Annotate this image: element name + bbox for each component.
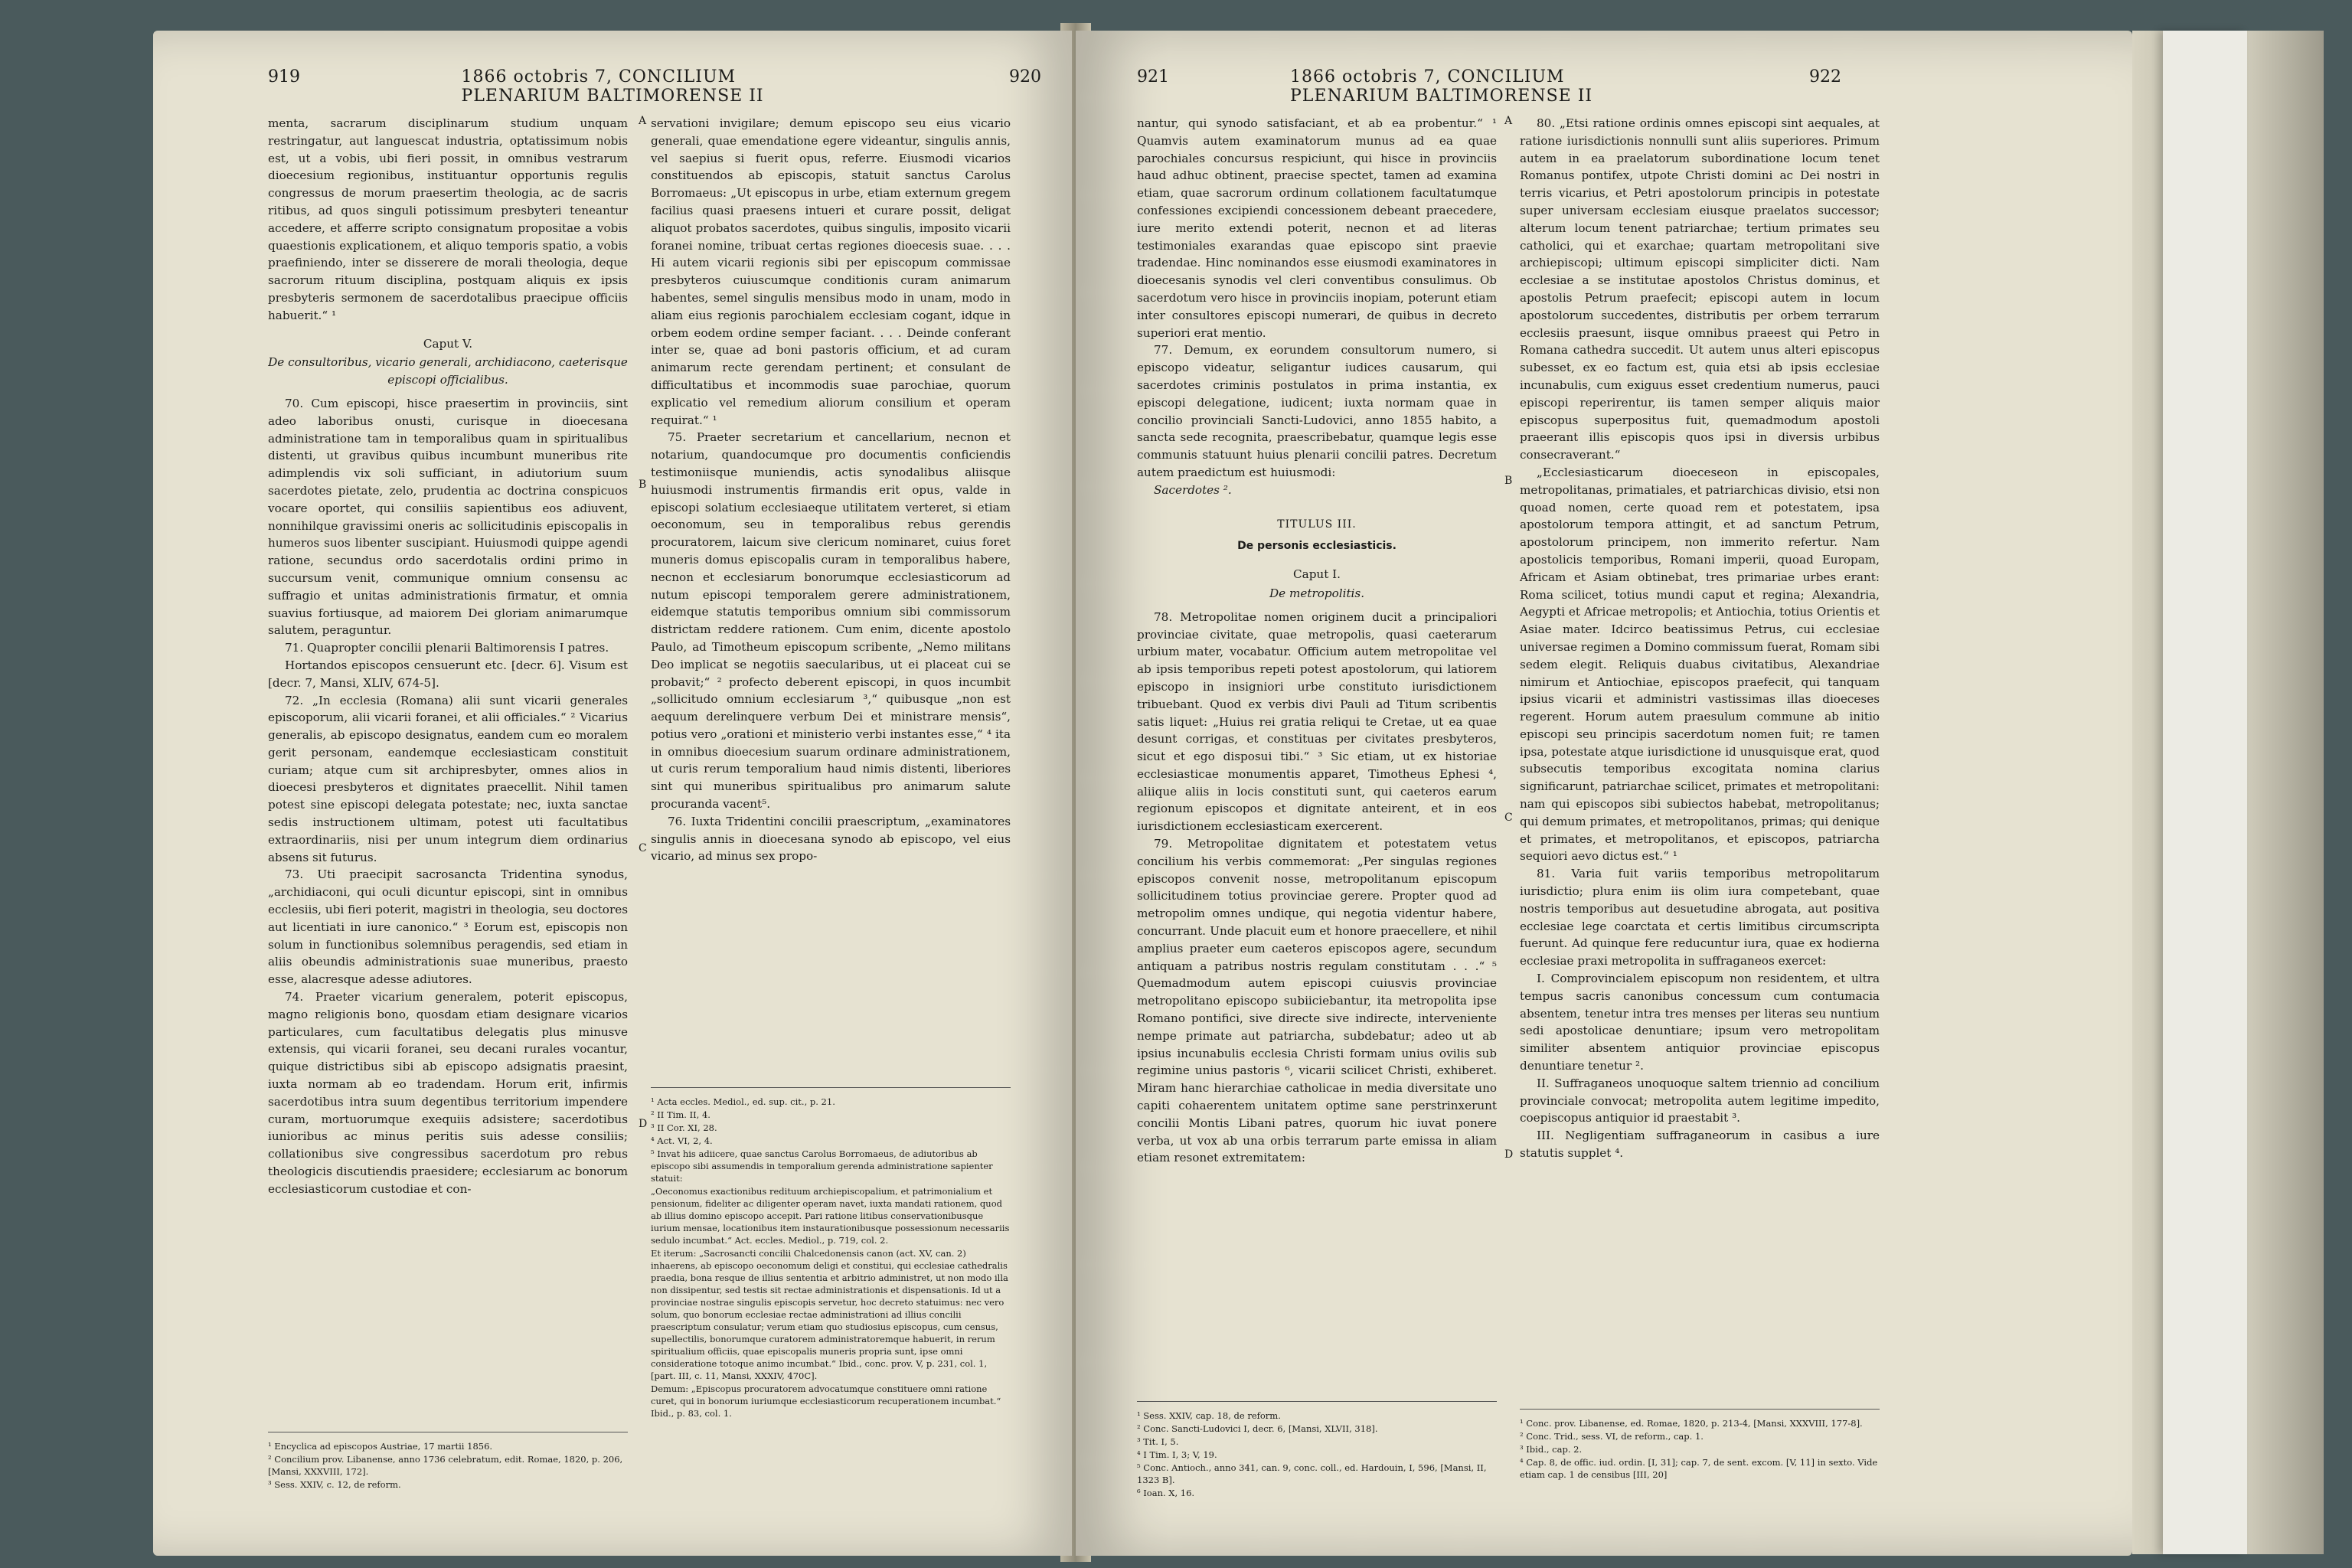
right-page-column-1 <box>1137 115 1497 1167</box>
footnote: ¹ Encyclica ad episcopos Austriae, 17 martii 1856. <box>268 1441 493 1452</box>
paragraph-sacerdotes: Sacerdotes ². <box>1154 482 1232 497</box>
titulus-heading: TITULUS III. <box>1277 518 1357 531</box>
margin-marker: B <box>639 479 647 491</box>
footnote: ³ II Cor. XI, 28. <box>651 1122 717 1133</box>
chapter-heading: Caput I. <box>1293 567 1341 582</box>
paragraph: 74. Praeter vicarium generalem, poterit episcopus, magno religionis bono, quosdam etiam designare vicarios particulares, cum facultatibus delegatis plus minusve extensis, qui vicarii foranei, seu decani rurales vocantur, quique districtibus sibi ab episcopo adsignatis praesint, iuxta normam ab eo tradendam. Horum erit, infirmis sacerdotibus intra suum degentibus territorium impendere curam, mortuorumque exequiis adsistere; sacerdotibus iunioribus ac minus peritis suis adesse consiliis; collationibus sive congressibus sacerdotum pro rebus theologicis discutiendis praesidere; ecclesiarum ac bonorum ecclesiasticorum custodiae et con- <box>268 990 628 1196</box>
footnote: ⁶ Ioan. X, 16. <box>1137 1488 1195 1498</box>
footnote: ² II Tim. II, 4. <box>651 1109 710 1120</box>
margin-marker: A <box>639 115 647 127</box>
margin-marker: C <box>1504 812 1513 824</box>
margin-marker: B <box>1504 475 1513 487</box>
paragraph: 70. Cum episcopi, hisce praesertim in provinciis, sint adeo laboribus onusti, curisque in dioecesana administratione tam in temporalibus quam in spiritualibus distenti, ut gravibus quibus incumbunt muneribus rite adimplendis vix soli sufficiant, in adiutorium suum sacerdotes pietate, zelo, prudentia ac doctrina conspicuos vocare oportet, qui consiliis sapientibus eos adiuvent, nonnihilque gravissimi oneris ac sollicitudinis episcopalis in humeros suos libenter suscipiant. Huiusmodi quippe agendi ratione, secundus ordo sacerdotalis ordini primo in succursum venit, communique omnium consensu ac suffragio et unitas administrationis firmatur, et omnia suavius fortiusque, ad maiorem Dei gloriam animarumque salutem, peraguntur. <box>268 396 628 638</box>
footnote: ² Concilium prov. Libanense, anno 1736 celebratum, edit. Romae, 1820, p. 206, [Mansi, XXXVIII, 172]. <box>268 1454 623 1477</box>
footnote: Et iterum: „Sacrosancti concilii Chalcedonensis canon (act. XV, can. 2) inhaerens, ab episcopo oeconomum deligi et constitui, qui ecclesiae cathedralis praedia, bona resque de illius sententia et arbitrio administret, ut non modo illa non dissipentur, sed testis sit rectae administrationis et dispensationis. Id ut a provinciae nostrae singulis episcopis servetur, hoc decreto statuimus: nec vero solum, quo bonorum ecclesiae rectae administrationi ad illius concilii praescriptum consulatur; verum etiam quo studiosius episcopus, cum census, supellectilis, bonorumque curatorem administratoremque habuerit, in rerum spiritualium officiis, quae episcopalis muneris propria sunt, ipse omni consideratione totoque animo incumbat.“ Ibid., conc. prov. V, p. 231, col. 1, [part. III, c. 11, Mansi, XXXIV, 470C]. <box>651 1248 1008 1381</box>
page-number-919: 919 <box>268 67 300 87</box>
paragraph: II. Suffraganeos unoquoque saltem triennio ad concilium provinciale convocat; metropolita autem legitime impedito, coepiscopus antiquior id praestabit ³. <box>1520 1076 1880 1125</box>
paragraph: nantur, qui synodo satisfaciant, et ab ea probentur.“ ¹ Quamvis autem examinatorum munus ad ea quae parochiales concursus respiciunt, qui hisce in provinciis haud adhuc obtinent, praecise spectet, tamen ad examina etiam, quae sacrorum ordinum collationem facultatumque confessiones excipiendi concessionem debeant praecedere, iure merito extendi poterit, necnon et ad literas testimoniales exarandas quae episcopo sint praevie tradendae. Hinc nominandos esse eiusmodi examinatores in dioecesanis synodis vel cleri conventibus consulimus. Ob sacerdotum vero hisce in provinciis inopiam, poterunt etiam inter consultores episcopi numerari, de quibus in decreto superiori erat mentio. <box>1137 116 1497 340</box>
footnote: ² Conc. Sancti-Ludovici I, decr. 6, [Mansi, XLVII, 318]. <box>1137 1423 1378 1434</box>
margin-marker: C <box>639 842 647 854</box>
paragraph: „Ecclesiasticarum dioeceseon in episcopales, metropolitanas, primatiales, et patriarchicas divisio, etsi non quoad nomen, certe quoad rem et potestatem, ipsa apostolorum tempora attingit, et ad sanctum Petrum, apostolorum principem, non immerito refertur. Nam apostolicis temporibus, Romani imperii, quoad Europam, Africam et Asiam obtinebat, tres primariae urbes erant: Roma scilicet, totius mundi caput et regina; Alexandria, Aegypti et Africae metropolis; et Antiochia, totius Orientis et Asiae mater. Idcirco beatissimus Petrus, cui ecclesiae universae regimen a Domino commissum fuerat, Romam sibi sedem elegit. Reliquis duabus civitatibus, Alexandriae nimirum et Antiochiae, episcopos praefecit, qui tanquam ipsius vicarii et administri vastissimas illas dioeceses regerent. Horum autem praesulum commune ab initio episcopi seu principis sacerdotum nomen fuit; re tamen ipsa, potestate atque iurisdictione id unusquisque erat, quod subsecutis temporibus excogitata nomina clarius significarunt, patriarchae scilicet, primates et metropolitani: nam qui episcopos sibi subiectos habebat, metropolitanus; qui demum primates, et metropolitanos, primas; qui denique et primates, et metropolitanos, et episcopos, patriarcha sequiori aevo dictus est.“ ¹ <box>1520 465 1880 864</box>
footnote: ⁵ Conc. Antioch., anno 341, can. 9, conc. coll., ed. Hardouin, I, 596, [Mansi, II, 1323 B]. <box>1137 1462 1487 1485</box>
running-title: 1866 octobris 7, CONCILIUM PLENARIUM BALTIMORENSE II <box>1290 67 1593 106</box>
paragraph: 80. „Etsi ratione ordinis omnes episcopi sint aequales, at ratione iurisdictionis nonnulli sunt aliis superiores. Primum autem in ea praelatorum subordinatione locum tenet Romanus pontifex, utpote Christi domini ac Dei nostri in terris vicarius, et Petri apostolorum principis in potestate super universam ecclesiam eiusque praelatos successor; alterum locum tenent patriarchae; tertium primates seu catholici, qui et exarchae; quartam metropolitani sive archiepiscopi; ultimum episcopi simpliciter dicti. Nam ecclesiae a se institutae apostolos Christus dominus, et apostolis Petrum praefecit; episcopi autem in locum apostolorum succedentes, distributis per orbem terrarum ecclesiis praesunt, iisque omnibus praeest qui Petro in Romana cathedra succedit. Ut autem unus alteri episcopus subesset, ex eo factum est, quia etsi ab ipsis ecclesiae incunabulis, cum exiguus esset credentium numerus, pauci episcopi reperirentur, iis tamen semper aliquis maior episcopus superpositus fuit, quemadmodum apostoli praeerant illis episcopis quos ipsi in diversis urbibus consecraverant.“ <box>1520 116 1880 462</box>
paragraph: 78. Metropolitae nomen originem ducit a principaliori provinciae civitate, quae metropolis, quasi caeterarum urbium mater, vocabatur. Officium autem metropolitae vel ab ipsis temporibus repeti potest apostolorum, qui latiorem episcopo in insigniori urbe constituto iurisdictionem tribuebant. Quod ex verbis divi Pauli ad Titum scribentis satis liquet: „Huius rei gratia reliqui te Cretae, ut ea quae desunt corrigas, et constituas per civitates presbyteros, sicut et ego disposui tibi.“ ³ Sic etiam, ut ex historiae ecclesiasticae monumentis apparet, Timotheus Ephesi ⁴, aliique aliis in locis constituti sunt, qui caeteros earum regionum episcopos et dignitate anteirent, et in eos iurisdictionem ecclesiasticam exercerent. <box>1137 609 1497 834</box>
right-page-header <box>1106 67 1841 106</box>
left-page <box>153 31 1072 1556</box>
page-number-921: 921 <box>1137 67 1169 87</box>
paragraph: menta, sacrarum disciplinarum studium unquam restringatur, aut languescat industria, optatissimum nobis est, ut a vobis, ubi fieri possit, in omnibus vestrarum dioecesium regionibus, instituantur opportunis regulis congressus de morum praesertim theologia, ac de sacris ritibus, ad quos singuli potissimum presbyteri teneantur accedere, et afferre scripto consignatum propositae a vobis quaestionis explicationem, et aliquo temporis spatio, a vobis praefiniendo, inter se disserere de morali theologia, deque sacrorum rituum disciplina, postquam aliquis ex ipsis presbyteris sermonem de sacerdotalibus praecipue officiis habuerit.“ ¹ <box>268 116 628 322</box>
footnote: ³ Sess. XXIV, c. 12, de reform. <box>268 1479 401 1490</box>
right-column-2-footnotes <box>1520 1409 1880 1481</box>
page-edge <box>2163 31 2247 1554</box>
right-page-column-2 <box>1520 115 1880 1162</box>
section-heading: De personis ecclesiasticis. <box>1237 540 1396 553</box>
left-column-2-footnotes <box>651 1087 1011 1420</box>
footnote: ¹ Acta eccles. Mediol., ed. sup. cit., p. 21. <box>651 1096 835 1107</box>
chapter-subtitle: De consultoribus, vicario generali, archidiacono, caeterisque episcopi officialibus. <box>268 355 628 387</box>
footnote: ⁴ Act. VI, 2, 4. <box>651 1135 713 1146</box>
footnote: ³ Tit. I, 5. <box>1137 1436 1179 1447</box>
page-stack-edge <box>2132 31 2324 1554</box>
page-number-922: 922 <box>1809 67 1841 87</box>
footnote: ² Conc. Trid., sess. VI, de reform., cap. 1. <box>1520 1431 1704 1442</box>
paragraph: 79. Metropolitae dignitatem et potestatem vetus concilium his verbis commemorat: „Per singulas regiones episcopos convenit nosse, metropolitanum episcopum sollicitudinem totius provinciae gerere. Propter quod ad metropolim omnes undique, qui negotia videntur habere, concurrant. Unde placuit eum et honore praecellere, et nihil amplius praeter eum caeteros episcopos agere, secundum antiquam a patribus nostris regulam constitutam . . .“ ⁵ Quemadmodum autem episcopi cuiusvis provinciae metropolitano episcopo subiiciebantur, ita metropolita ipse Romano pontifici, sive directe sive indirecte, interveniente nempe primate aut patriarcha, subdebatur; adeo ut ab ipsius incunabulis ecclesia Christi formam unius ovilis sub regimine unius pastoris ⁶, vicarii scilicet Christi, exhiberet. Miram hanc hierarchiae catholicae in media diversitate uno capiti cohaerentem unitatem optime sane perstrinxerunt concilii Montis Libani patres, quorum hic iuvat ponere verba, ut vox ab una orbis terrarum parte emissa in aliam etiam resonet extremitatem: <box>1137 837 1497 1165</box>
margin-marker: D <box>639 1118 648 1130</box>
paragraph: 71. Quapropter concilii plenarii Baltimorensis I patres. <box>285 641 609 655</box>
running-title: 1866 octobris 7, CONCILIUM PLENARIUM BALTIMORENSE II <box>461 67 764 106</box>
paragraph: 75. Praeter secretarium et cancellarium, necnon et notarium, quandocumque pro documentis conficiendis testimoniisque muniendis, actis synodalibus aliisque huiusmodi instrumentis firmandis erit opus, valde in episcopi solatium ecclesiaeque utilitatem verteret, si etiam oeconomum, seu in temporalibus rebus gerendis procuratorem, laicum sive clericum nominaret, cuius foret muneris domus episcopalis curam in temporalibus habere, necnon et ecclesiarum bonorumque ecclesiasticorum ad nutum episcopi temporalem gerere administrationem, eidemque statutis temporibus omnium sibi commissorum districtam reddere rationem. Cum enim, dicente apostolo Paulo, ad Timotheum episcopum scribente, „Nemo militans Deo implicat se negotiis saecularibus, ut ei placeat cui se probavit;“ ² profecto deberent episcopi, in quos incumbit „sollicitudo omnium ecclesiarum ³,“ quibusque „non est aequum derelinquere verbum Dei et ministrare mensis“, potius vero „orationi et ministerio verbi instantes esse,“ ⁴ ita in omnibus dioecesium suarum ordinare administrationem, ut curis rerum temporalium haud nimis distenti, liberiores sint qui muneribus spiritualibus pro animarum salute procuranda vacent⁵. <box>651 430 1011 812</box>
margin-marker: D <box>1504 1148 1514 1161</box>
paragraph: III. Negligentiam suffraganeorum in casibus a iure statutis supplet ⁴. <box>1520 1129 1880 1161</box>
margin-marker: A <box>1504 115 1513 127</box>
page-number-920: 920 <box>1009 67 1041 87</box>
paragraph: servationi invigilare; demum episcopo seu eius vicario generali, quae emendatione egere videantur, singulis annis, vel saepius si fuerit opus, referre. Eiusmodi vicarios constituendos ab episcopis, statuit sanctus Carolus Borromaeus: „Ut episcopus in urbe, etiam externum gregem facilius quasi praesens intueri et curare possit, deligat aliquot probatos sacerdotes, quibus singulis, imposito vicarii foranei nomine, tribuat certas regiones dioecesis suae. . . . Hi autem vicarii regionis sibi per episcopum commissae presbyteros cuiuscumque conditionis curam animarum habentes, semel singulis mensibus modo in unam, modo in aliam eius regionis parochialem ecclesiam cogant, idque in orbem eodem ordine semper faciant. . . . Deinde conferant inter se, quae ad boni pastoris officium, et ad curam animarum recte gerendam pertinent; et consulant de difficultatibus et incommodis suae parochiae, quorum explicatio vel remedium aliorum consilium et operam requirat.“ ¹ <box>651 116 1011 427</box>
left-page-header <box>268 67 1041 106</box>
paragraph: 77. Demum, ex eorundem consultorum numero, si episcopo videatur, seligantur iudices causarum, qui sacerdotes criminis postulatos in prima instantia, ex episcopi delegatione, iudicent; iuxta normam quae in concilio provinciali Sancti-Ludovici, anno 1855 habito, a sancta sede recognita, praescribebatur, quamque legis esse communis statuunt huius plenarii concilii patres. Decretum autem praedictum est huiusmodi: <box>1137 343 1497 479</box>
chapter-subtitle: De metropolitis. <box>1269 586 1365 600</box>
footnote: ⁴ Cap. 8, de offic. iud. ordin. [I, 31]; cap. 7, de sent. excom. [V, 11] in sexto. Vide etiam cap. 1 de censibus [III, 20] <box>1520 1457 1878 1480</box>
footnote: ⁵ Invat his adiicere, quae sanctus Carolus Borromaeus, de adiutoribus ab episcopo sibi assumendis in temporalium gerenda administratione sapienter statuit: <box>651 1148 993 1184</box>
footnote: Demum: „Episcopus procuratorem advocatumque constituere omni ratione curet, qui in bonorum iuriumque ecclesiasticorum recuperationem incumbat.“ Ibid., p. 83, col. 1. <box>651 1383 1001 1419</box>
footnote: „Oeconomus exactionibus redituum archiepiscopalium, et patrimonialium et pensionum, fideliter ac diligenter operam navet, iuxta mandati rationem, quod ab illius domino episcopo accepit. Pari ratione litibus conservationibusque iurium mensae, locationibus item instaurationibusque possessionum necessariis sedulo incumbat.“ Act. eccles. Mediol., p. 719, col. 2. <box>651 1186 1010 1246</box>
paragraph: I. Comprovincialem episcopum non residentem, et ultra tempus sacris canonibus concessum cum contumacia absentem, tenetur intra tres menses per literas seu nuntium sedi apostolicae denuntiare; ipsum vero metropolitam similiter absentem antiquior provinciae episcopus denuntiare tenetur ². <box>1520 972 1880 1073</box>
paragraph: 73. Uti praecipit sacrosancta Tridentina synodus, „archidiaconi, qui oculi dicuntur episcopi, sint in omnibus ecclesiis, ubi fieri poterit, magistri in theologia, seu doctores aut licentiati in iure canonico.“ ³ Eorum est, episcopis non solum in functionibus solemnibus peragendis, sed etiam in aliis obeundis administrationis suae muneribus, praesto esse, alacresque adesse adiutores. <box>268 867 628 987</box>
right-column-1-footnotes <box>1137 1401 1497 1500</box>
footnote: ³ Ibid., cap. 2. <box>1520 1444 1583 1455</box>
paragraph: Hortandos episcopos censuerunt etc. [decr. 6]. Visum est [decr. 7, Mansi, XLIV, 674-5]. <box>268 658 628 690</box>
left-page-column-2 <box>651 115 1011 865</box>
paragraph: 72. „In ecclesia (Romana) alii sunt vicarii generales episcoporum, alii vicarii foranei, et alii officiales.“ ² Vicarius generalis, ab episcopo designatus, eandem cum eo moralem gerit personam, eandemque ecclesiasticam constituit curiam; atque cum sit archipresbyter, omnes alios in dioecesi presbyteros et dignitates praecellit. Nihil tamen potest sine episcopi delegata potestate; nec, iuxta sanctae sedis instructionem ultimam, potest uti facultatibus extraordinariis, nisi per unum integrum diem ordinarius absens sit futurus. <box>268 693 628 864</box>
right-page <box>1076 31 2132 1556</box>
left-page-column-1 <box>268 115 628 1198</box>
paragraph: 81. Varia fuit variis temporibus metropolitarum iurisdictio; plura enim iis olim iura competebant, quae nostris temporibus aut desuetudine abrogata, aut positiva ecclesiae lege coarctata et certis limitibus circumscripta fuerunt. Ad quinque fere reducuntur iura, quae ex hodierna ecclesiae praxi metropolita in suffraganeos exercet: <box>1520 867 1880 969</box>
paragraph: 76. Iuxta Tridentini concilii praescriptum, „examinatores singulis annis in dioecesana synodo ab episcopo, vel eius vicario, ad minus sex propo- <box>651 814 1011 864</box>
footnote: ⁴ I Tim. I, 3; V, 19. <box>1137 1449 1217 1460</box>
chapter-heading: Caput V. <box>423 336 473 351</box>
left-column-1-footnotes <box>268 1432 628 1491</box>
footnote: ¹ Sess. XXIV, cap. 18, de reform. <box>1137 1410 1281 1421</box>
footnote: ¹ Conc. prov. Libanense, ed. Romae, 1820, p. 213-4, [Mansi, XXXVIII, 177-8]. <box>1520 1418 1863 1429</box>
